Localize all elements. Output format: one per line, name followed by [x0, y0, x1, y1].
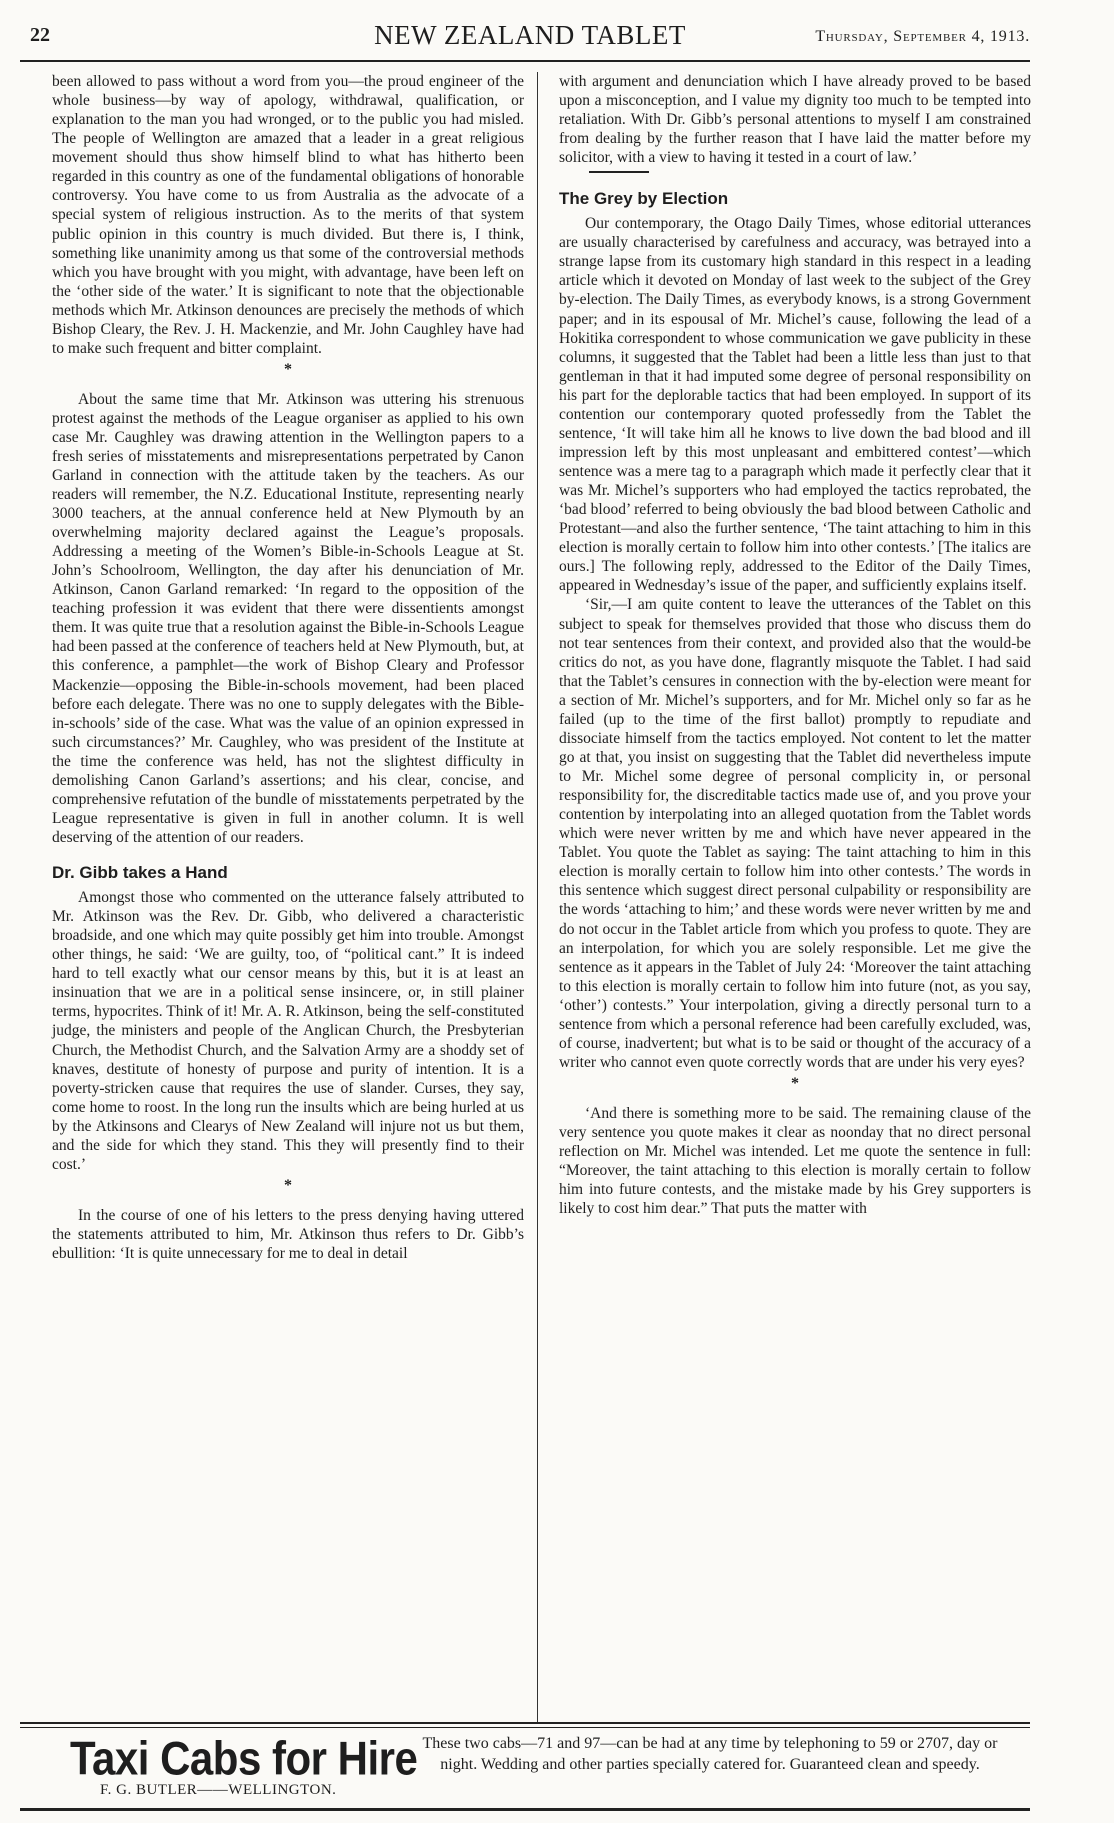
paragraph: Our contemporary, the Otago Daily Times, whose editorial utterances are usually characterised by carefulness and accuracy, was betrayed into a strange lapse from its customary high standard in this respect in a leading article which it devoted on Monday of last week to the subject of the Grey by-election. The Daily Times, as everybody knows, is a strong Government paper; and in its espousal of Mr. Michel’s cause, following the lead of a Hokitika correspondent to whose communication we gave publicity in these columns, it suggested that the Tablet had been a little less than just to that gentleman in that it had imputed some degree of personal responsibility on his part for the deplorable tactics that had been employed. In support of its contention our contemporary quoted professedly from the Tablet the sentence, ‘It will take him all he knows to live down the bad blood and ill impression left by this most unpleasant and embittered contest’—which sentence was a mere tag to a paragraph which made it perfectly clear that it was Mr. Michel’s supporters who had employed the tactics reprobated, the ‘bad blood’ referred to being obviously the bad blood between Catholic and Protestant—and also the further sentence, ‘The taint attaching to him in this election is morally certain to follow him into other contests.’ [The italics are ours.] The following reply, addressed to the Editor of the Daily Times, appeared in Wednesday’s issue of the paper, and sufficiently explains itself.	[559, 215, 1031, 595]
advert-rule-top	[20, 1722, 1030, 1724]
paragraph: been allowed to pass without a word from you—the proud engineer of the whole business—by way of apology, withdrawal, qualification, or explanation to the man you had wronged, or to the public you had misled. The people of Wellington are amazed that a leader in a great religious movement should thus show himself blind to what has hitherto been regarded in this country as one of the fundamental obligations of honorable controversy. You have come to us from Australia as the advocate of a special system of religious instruction. As to the merits of that system public opinion in this country is much divided. But there is, I think, something like unanimity among us that some of the controversial methods which you have brought with you might, with advantage, have been left on the ‘other side of the water.’ It is significant to note that the objectionable methods which Mr. Atkinson denounces are precisely the methods of which Bishop Cleary, the Rev. J. H. Mackenzie, and Mr. John Caughley have had to make such frequent and bitter complaint.	[52, 73, 524, 357]
advert-title: Taxi Cabs for Hire	[70, 1732, 418, 1785]
column-divider	[537, 72, 538, 1722]
paragraph: In the course of one of his letters to the press denying having uttered the statements attributed to him, Mr. Atkinson thus refers to Dr. Gibb’s ebullition: ‘It is quite unnecessary for me to deal in detail	[52, 1206, 524, 1262]
masthead-title: NEW ZEALAND TABLET	[374, 20, 686, 50]
advert-text: These two cabs—71 and 97—can be had at any time by telephoning to 59 or 2707, day or night. Wedding and other parties specially catered for. Guaranteed clean and speedy.	[422, 1735, 998, 1773]
section-star: *	[791, 1075, 799, 1093]
advert-proprietor: F. G. BUTLER——WELLINGTON.	[100, 1782, 337, 1798]
taxi-advertisement	[40, 1732, 1040, 1802]
paragraph: ‘Sir,—I am quite content to leave the utterances of the Tablet on this subject to speak for themselves provided that those who discuss them do not tear sentences from their context, and provided also that the would-be critics do not, as you have done, flagrantly misquote the Tablet. I had said that the Tablet’s censures in connection with the by-election were meant for a section of Mr. Michel’s supporters, and for Mr. Michel only so far as he failed (up to the time of the first ballot) promptly to repudiate and dissociate himself from the tactics employed. Not content to let the matter go at that, you insist on suggesting that the Tablet did nevertheless impute to Mr. Michel some degree of personal complicity in, or personal responsibility for, the discreditable tactics made use of, and you prove your contention by interpolating into an alleged quotation from the Tablet words which were never written by me and which have never appeared in the Tablet. You quote the Tablet as saying: The taint attaching to him in this election is morally certain to follow him into other contests.’ The words in this sentence which suggest direct personal culpability or responsibility are the words ‘attaching to him;’ and these words were never written by me and do not occur in the Tablet article from which you profess to quote. They are an interpolation, for which you are solely responsible. Let me give the sentence as it appears in the Tablet of July 24: ‘Moreover the taint attaching to this election is morally certain to follow him into future (not, as you say, ‘other’) contests.” Your interpolation, giving a directly personal turn to a sentence from which a personal reference had been carefully excluded, was, of course, inadvertent; but what is to be said or thought of the accuracy of a writer who cannot even quote correctly words that are under his very eyes?	[559, 596, 1031, 1071]
page-number: 22	[30, 24, 50, 46]
header-rule	[20, 60, 1030, 62]
section-heading-gibb: Dr. Gibb takes a Hand	[52, 863, 228, 883]
advert-rule-bottom	[20, 1808, 1030, 1811]
left-column	[52, 72, 524, 1263]
section-star: *	[284, 1176, 292, 1194]
paragraph: ‘And there is something more to be said. The remaining clause of the very sentence you quote makes it clear as noonday that no direct personal reflection on Mr. Michel was intended. Let me quote the sentence in full: “Moreover, the taint attaching to this election is morally certain to follow him into future contests, and the mistake made by his Grey supporters is likely to cost him dear.” That puts the matter with	[559, 1104, 1031, 1218]
paragraph: Amongst those who commented on the utterance falsely attributed to Mr. Atkinson was the Rev. Dr. Gibb, who delivered a characteristic broadside, and one which may quite possibly get him into trouble. Amongst other things, he said: ‘We are guilty, too, of “political cant.” It is indeed hard to tell exactly what our censor means by this, but it is at least an insinuation that we are in a political sense insincere, or, in still plainer terms, hypocrites. Think of it! Mr. A. R. Atkinson, being the self-constituted judge, the ministers and people of the Anglican Church, the Presbyterian Church, the Methodist Church, and the Salvation Army are a shoddy set of knaves, destitute of honesty of purpose and purity of intention. It is a poverty-stricken cause that requires the use of slander. Curses, they say, come home to roost. In the long run the insults which are being hurled at us by the Atkinsons and Clearys of New Zealand will injure not us but them, and the side for which they stand. This they will presently find to their cost.’	[52, 889, 524, 1173]
right-column	[559, 72, 1031, 1218]
page-header	[30, 20, 1030, 56]
section-star: *	[284, 360, 292, 378]
heading-rule	[589, 171, 649, 173]
paragraph: About the same time that Mr. Atkinson was uttering his strenuous protest against the methods of the League organiser as applied to his own case Mr. Caughley was drawing attention in the Wellington papers to a fresh series of misstatements and misrepresentations perpetrated by Canon Garland in connection with the attitude taken by the teachers. As our readers will remember, the N.Z. Educational Institute, representing nearly 3000 teachers, at the annual conference held at New Plymouth by an overwhelming majority declared against the League’s proposals. Addressing a meeting of the Women’s Bible-in-Schools League at St. John’s Schoolroom, Wellington, the day after his denunciation of Mr. Atkinson, Canon Garland remarked: ‘In regard to the opposition of the teaching profession it was evident that there were dissentients amongst them. It was quite true that a resolution against the Bible-in-Schools League had been passed at the conference of teachers held at New Plymouth, but, at this conference, a pamphlet—the work of Bishop Cleary and Professor Mackenzie—opposing the Bible-in-schools movement, had been placed before each delegate. There was no one to supply delegates with the Bible-in-schools’ side of the case. What was the value of an opinion expressed in such circumstances?’ Mr. Caughley, who was president of the Institute at the time the conference was held, has not the slightest difficulty in demolishing Canon Garland’s assertions; and his clear, concise, and comprehensive refutation of the bundle of misstatements perpetrated by the League representative is given in full in another column. It is well deserving of the attention of our readers.	[52, 390, 524, 847]
issue-date: Thursday, September 4, 1913.	[815, 28, 1030, 45]
paragraph: with argument and denunciation which I have already proved to be based upon a misconception, and I value my dignity too much to be tempted into retaliation. With Dr. Gibb’s personal attentions to myself I am constrained from dealing by the further reason that I have laid the matter before my solicitor, with a view to having it tested in a court of law.’	[559, 73, 1031, 167]
advert-rule-thin	[20, 1727, 1030, 1728]
section-heading-grey: The Grey by Election	[559, 189, 729, 209]
